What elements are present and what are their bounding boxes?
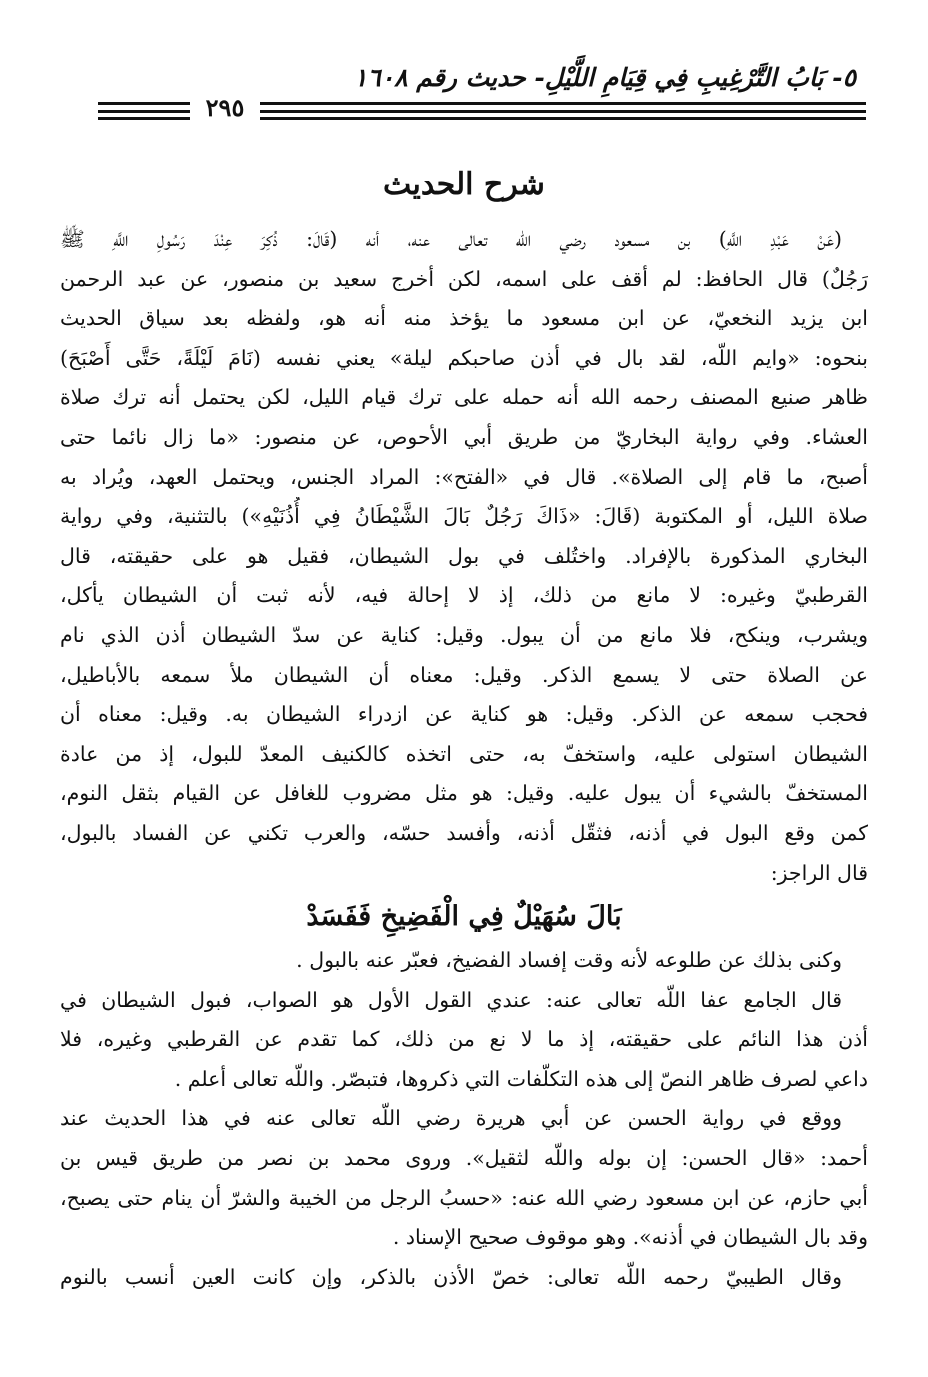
commentary-body (60, 220, 868, 1297)
running-header-title: ٥- بَابُ التَّرْغِيبِ فِي قِيَامِ اللَّيْلِ- حديث رقم ١٦٠٨ (353, 63, 856, 92)
text-line: كمن وقع البول في أذنه، فثقّل أذنه، وأفسد حسّه، والعرب تكني عن الفساد بالبول، (60, 820, 868, 845)
text-line: (عَنْ عَبْدِ اللَّهِ) بن مسعود رضي اللّه تعالى عنه، أنه (قَالَ: ذُكِرَ عِنْدَ رَسُولِ اللَّهِ ﷺ (60, 227, 842, 251)
text-line: عن الصلاة حتى لا يسمع الذكر. وقيل: معناه أن الشيطان ملأ سمعه بالأباطيل، (60, 662, 868, 687)
text-line: المستخفّ بالشيء أن يبول عليه. وقيل: هو مثل مضروب للغافل عن القيام بثقل النوم، (60, 781, 868, 806)
text-line: وكنى بذلك عن طلوعه لأنه وقت إفساد الفضيخ، فعبّر عنه بالبول . (296, 948, 842, 973)
text-line: العشاء. وفي رواية البخاريّ من طريق أبي الأحوص، عن منصور: «ما زال نائما حتى (60, 424, 868, 449)
text-line: وقد بال الشيطان في أذنه». وهو موقوف صحيح الإسناد . (392, 1225, 868, 1250)
text-line: أذن هذا النائم على حقيقته، إذ ما لا نع من ذلك، كما تقدم عن القرطبي وغيره، فلا (60, 1027, 868, 1052)
text-line: قال الراجز: (770, 860, 868, 885)
text-line: القرطبيّ وغيره: لا مانع من ذلك، إذ لا إحالة فيه، لأنه ثبت أن الشيطان يأكل، (60, 583, 868, 608)
text-line: أحمد: «قال الحسن: إن بوله واللّه لثقيل». وروى محمد بن نصر من طريق قيس بن (60, 1146, 868, 1171)
text-line: رَجُلٌ) قال الحافظ: لم أقف على اسمه، لكن أخرج سعيد بن منصور، عن عبد الرحمن (60, 266, 868, 291)
text-line: الشيطان استولى عليه، واستخفّ به، حتى اتخذه كالكنيف المعدّ للبول، إذ من عادة (60, 741, 868, 766)
text-line: أبي حازم، عن ابن مسعود رضي الله عنه: «حسبُ الرجل من الخيبة والشرّ أن ينام حتى يصبح، (60, 1185, 868, 1210)
text-line: فحجب سمعه عن الذكر. وقيل: هو كناية عن ازدراء الشيطان به. وقيل: معناه أن (60, 702, 868, 727)
text-line: البخاري المذكورة بالإفراد. واختُلف في بول الشيطان، فقيل هو على حقيقته، قال (60, 543, 868, 568)
text-line: ووقع في رواية الحسن عن أبي هريرة رضي اللّه تعالى عنه في هذا الحديث عند (60, 1106, 842, 1131)
page-number: ٢٩٥ (190, 93, 260, 123)
poetry-verse: بَالَ سُهَيْلٌ فِي الْفَضِيخِ فَفَسَدْ (306, 901, 622, 933)
text-line: داعي لصرف ظاهر النصّ إلى هذه التكلّفات التي ذكروها، فتبصّر. واللّه تعالى أعلم . (174, 1066, 868, 1091)
section-title: شرح الحديث (383, 167, 545, 202)
text-line: أصبح، ما قام إلى الصلاة». قال في «الفتح»: المراد الجنس، ويحتمل العهد، ويُراد به (60, 464, 868, 489)
text-line: ابن يزيد النخعيّ، عن ابن مسعود ما يؤخذ منه أنه هو، ولفظه بعد سياق الحديث (60, 306, 868, 331)
text-line: ويشرب، وينكح، فلا مانع من أن يبول. وقيل: كناية عن سدّ الشيطان أذن الذي نام (60, 622, 868, 647)
text-line: ظاهر صنيع المصنف رحمه الله أنه حمله على ترك قيام الليل، لكن يحتمل أنه ترك صلاة (60, 385, 868, 410)
text-line: وقال الطيبيّ رحمه اللّه تعالى: خصّ الأذن بالذكر، وإن كانت العين أنسب بالنوم (60, 1264, 842, 1289)
text-line: بنحوه: «وايم اللّه، لقد بال في أذن صاحبكم ليلة» يعني نفسه (نَامَ لَيْلَةً، حَتَّى أَصْبَحَ) (60, 345, 868, 370)
text-line: صلاة الليل، أو المكتوبة (قَالَ: «ذَاكَ رَجُلٌ بَالَ الشَّيْطَانُ فِي أُذُنَيْهِ») بالتثنية، وفي رواية (60, 504, 868, 529)
text-line: قال الجامع عفا اللّه تعالى عنه: عندي القول الأول هو الصواب، فبول الشيطان في (60, 987, 842, 1012)
